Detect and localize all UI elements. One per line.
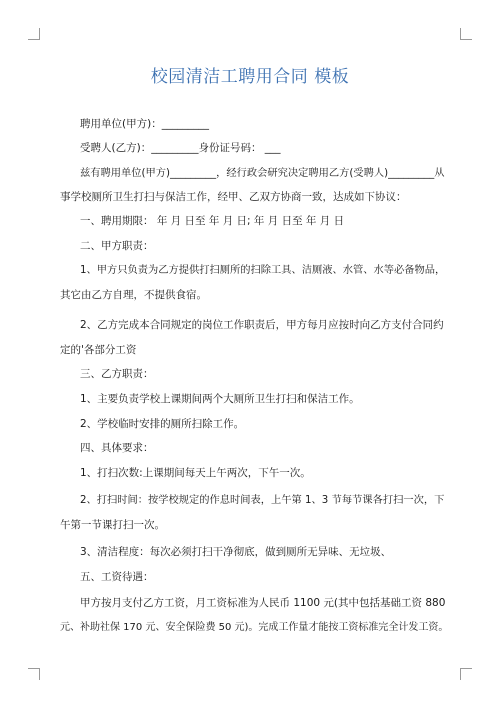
paragraph-line: 午第一节课打扫一次。 <box>60 519 165 531</box>
paragraph-line: 兹有聘用单位(甲方)_________，经行政会研究决定聘用乙方(受聘人)_________从 <box>80 167 445 179</box>
paragraph-line: 1、甲方只负责为乙方提供打扫厕所的扫除工具、洁厕液、水管、水等必备物品， <box>80 264 446 276</box>
document-title: 校园清洁工聘用合同 模板 <box>150 67 350 87</box>
section-heading: 三、乙方职责： <box>80 368 154 380</box>
employee-field-line: 受聘人(乙方)：_________身份证号码： ___ <box>80 142 281 154</box>
paragraph-line: 3、清洁程度：每次必须打扫干净彻底，做到厕所无异味、无垃圾、 <box>80 546 392 558</box>
paragraph-line: 2、乙方完成本合同规定的岗位工作职责后，甲方每月应按时向乙方支付合同约 <box>80 319 444 331</box>
paragraph-line: 1、主要负责学校上课期间两个大厕所卫生打扫和保洁工作。 <box>80 393 360 405</box>
section-term-line: 一、聘用期限： 年 月 日至 年 月 日; 年 月 日至 年 月 日 <box>80 215 345 227</box>
paragraph-line: 事学校厕所卫生打扫与保洁工作，经甲、乙双方协商一致，达成如下协议： <box>60 191 407 203</box>
paragraph-line: 定的'各部分工资 <box>60 344 137 356</box>
section-heading: 二、甲方职责： <box>80 240 154 252</box>
paragraph-line: 2、学校临时安排的厕所扫除工作。 <box>80 418 245 430</box>
paragraph-line: 1、打扫次数:上课期间每天上午两次，下午一次。 <box>80 467 311 479</box>
crop-mark-bottom-left <box>28 668 40 680</box>
crop-mark-bottom-right <box>460 668 472 680</box>
crop-mark-top-left <box>28 28 40 40</box>
paragraph-line: 元、补助社保 170 元、安全保险费 50 元)。完成工作量才能按工资标准完全计发工资。 <box>60 622 449 633</box>
crop-mark-top-right <box>460 28 472 40</box>
paragraph-line: 2、打扫时间：按学校规定的作息时间表，上午第 1、3 节每节课各打扫一次，下 <box>80 494 445 506</box>
section-heading: 五、工资待遇： <box>80 571 154 583</box>
paragraph-line: 其它由乙方自理，不提供食宿。 <box>60 289 207 301</box>
employer-field-line: 聘用单位(甲方)：_________ <box>80 118 209 130</box>
section-heading: 四、具体要求： <box>80 442 154 454</box>
paragraph-line: 甲方按月支付乙方工资，月工资标准为人民币 1100 元(其中包括基础工资 880 <box>80 597 446 609</box>
